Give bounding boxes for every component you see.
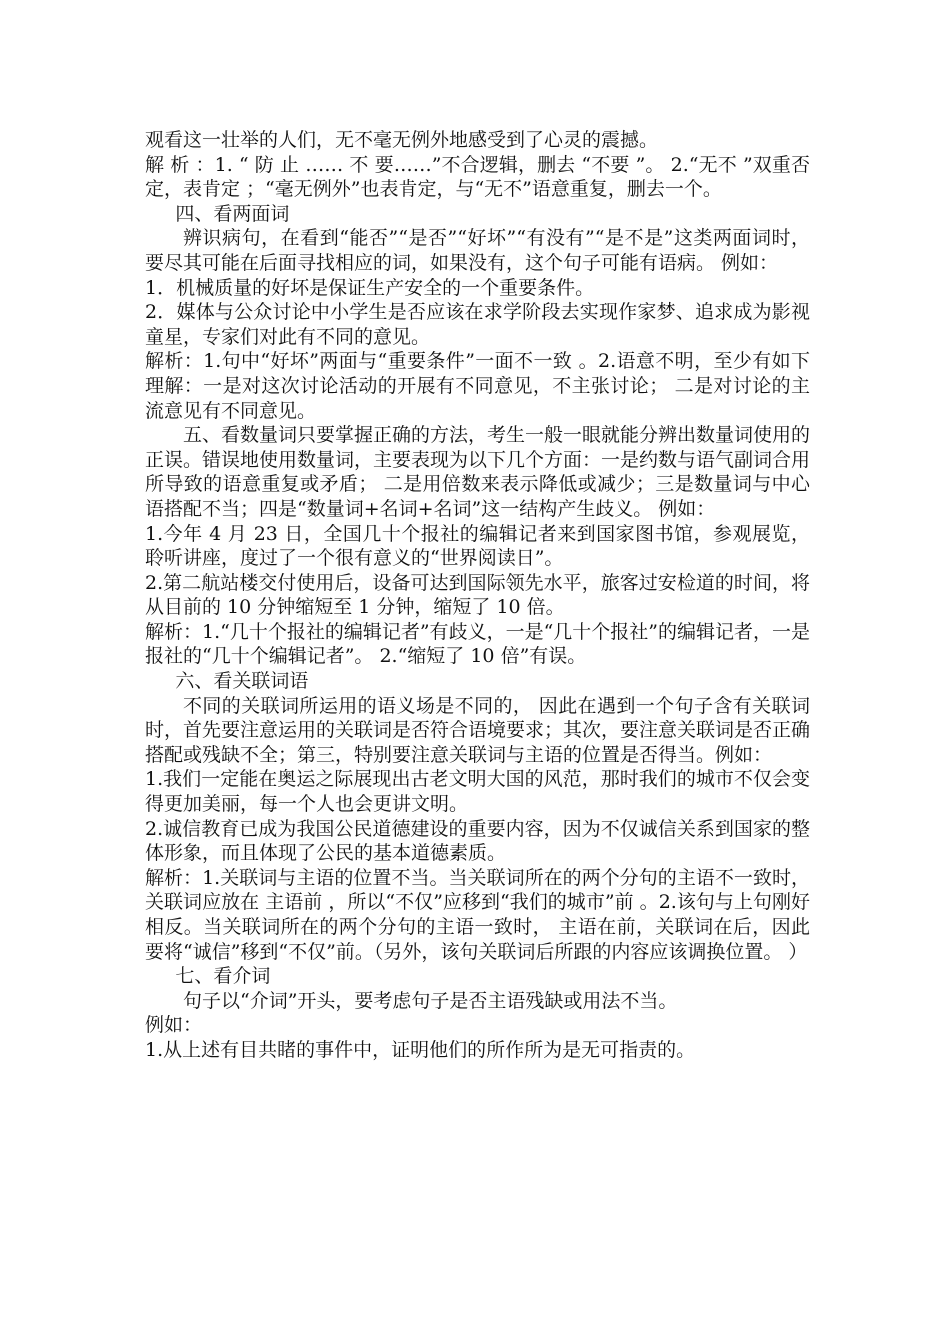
analysis-paragraph: 解析：1.句中“好坏”两面与“重要条件”一面不一致 。2.语意不明，至少有如下理解：一是对这次讨论活动的开展有不同意见，不主张讨论； 二是对讨论的主流意见有不同意见。 [145, 350, 810, 422]
section-heading-7: 七、看介词 [175, 965, 271, 988]
section-intro-4: 辨识病句，在看到“能否”“是否”“好坏”“有没有”“是不是”这类两面词时，要尽其可能在后面寻找相应的词，如果没有，这个句子可能有语病。 例如： [145, 227, 810, 274]
analysis-paragraph: 解 析 ：1. “ 防 止 …… 不 要……”不合逻辑，删去 “不要 ”。 2.“无不 ”双重否定，表肯定 ；“毫无例外”也表肯定，与“无不”语意重复，删去一个。 [145, 153, 810, 201]
analysis-paragraph: 解析：1.关联词与主语的位置不当。当关联词所在的两个分句的主语不一致时，关联词应放在 主语前 ，所以“不仅”应移到“我们的城市”前 。2.该句与上句刚好相反。当关联词所在的两个分句的主语一致时， 主语在前，关联词在后，因此要将“诚信”移到“不仅”前。（另外，该句关联词后所跟的内容应该调换位置。 ） [145, 866, 810, 963]
section-heading-6: 六、看关联词语 [175, 670, 309, 693]
example-sentence: 1.我们一定能在奥运之际展现出古老文明大国的风范，那时我们的城市不仅会变得更加美丽，每一个人也会更讲文明。 [145, 768, 810, 816]
example-sentence: 2．媒体与公众讨论中小学生是否应该在求学阶段去实现作家梦、追求成为影视童星，专家们对此有不同的意见。 [145, 301, 810, 348]
example-sentence: 1.从上述有目共睹的事件中，证明他们的所作所为是无可指责的。 [145, 1038, 696, 1061]
analysis-paragraph: 解析：1.“几十个报社的编辑记者”有歧义，一是“几十个报社”的编辑记者，一是报社的“几十个编辑记者”。 2.“缩短了 10 倍”有误。 [145, 620, 810, 668]
example-sentence: 观看这一壮举的人们，无不毫无例外地感受到了心灵的震撼。 [145, 129, 659, 151]
section-intro-6: 不同的关联词所运用的语义场是不同的， 因此在遇到一个句子含有关联词时，首先要注意运用的关联词是否符合语境要求；其次，要注意关联词是否正确搭配或残缺不全；第三，特别要注意关联词与主语的位置是否得当。例如： [145, 694, 811, 766]
example-sentence: 2.诚信教育已成为我国公民道德建设的重要内容，因为不仅诚信关系到国家的整体形象，而且体现了公民的基本道德素质。 [145, 817, 810, 865]
document-body [145, 128, 810, 1063]
section-intro-7: 句子以“介词”开头，要考虑句子是否主语残缺或用法不当。 [183, 989, 678, 1012]
example-sentence: 2.第二航站楼交付使用后，设备可达到国际领先水平，旅客过安检道的时间，将从目前的 10 分钟缩短至 1 分钟，缩短了 10 倍。 [145, 571, 810, 619]
section-intro-5: 五、看数量词只要掌握正确的方法，考生一般一眼就能分辨出数量词使用的正误。错误地使用数量词，主要表现为以下几个方面：一是约数与语气副词合用所导致的语意重复或矛盾； 二是用倍数来表示降低或减少；三是数量词与中心语搭配不当；四是“数量词+名词+名词”这一结构产生歧义。 例如： [145, 424, 811, 520]
section-heading-4: 四、看两面词 [175, 202, 290, 225]
example-label: 例如： [145, 1014, 203, 1037]
example-sentence: 1．机械质量的好坏是保证生产安全的一个重要条件。 [145, 276, 595, 299]
example-sentence: 1.今年 4 月 23 日，全国几十个报社的编辑记者来到国家图书馆，参观展览，聆听讲座，度过了一个很有意义的“世界阅读日”。 [145, 522, 810, 570]
